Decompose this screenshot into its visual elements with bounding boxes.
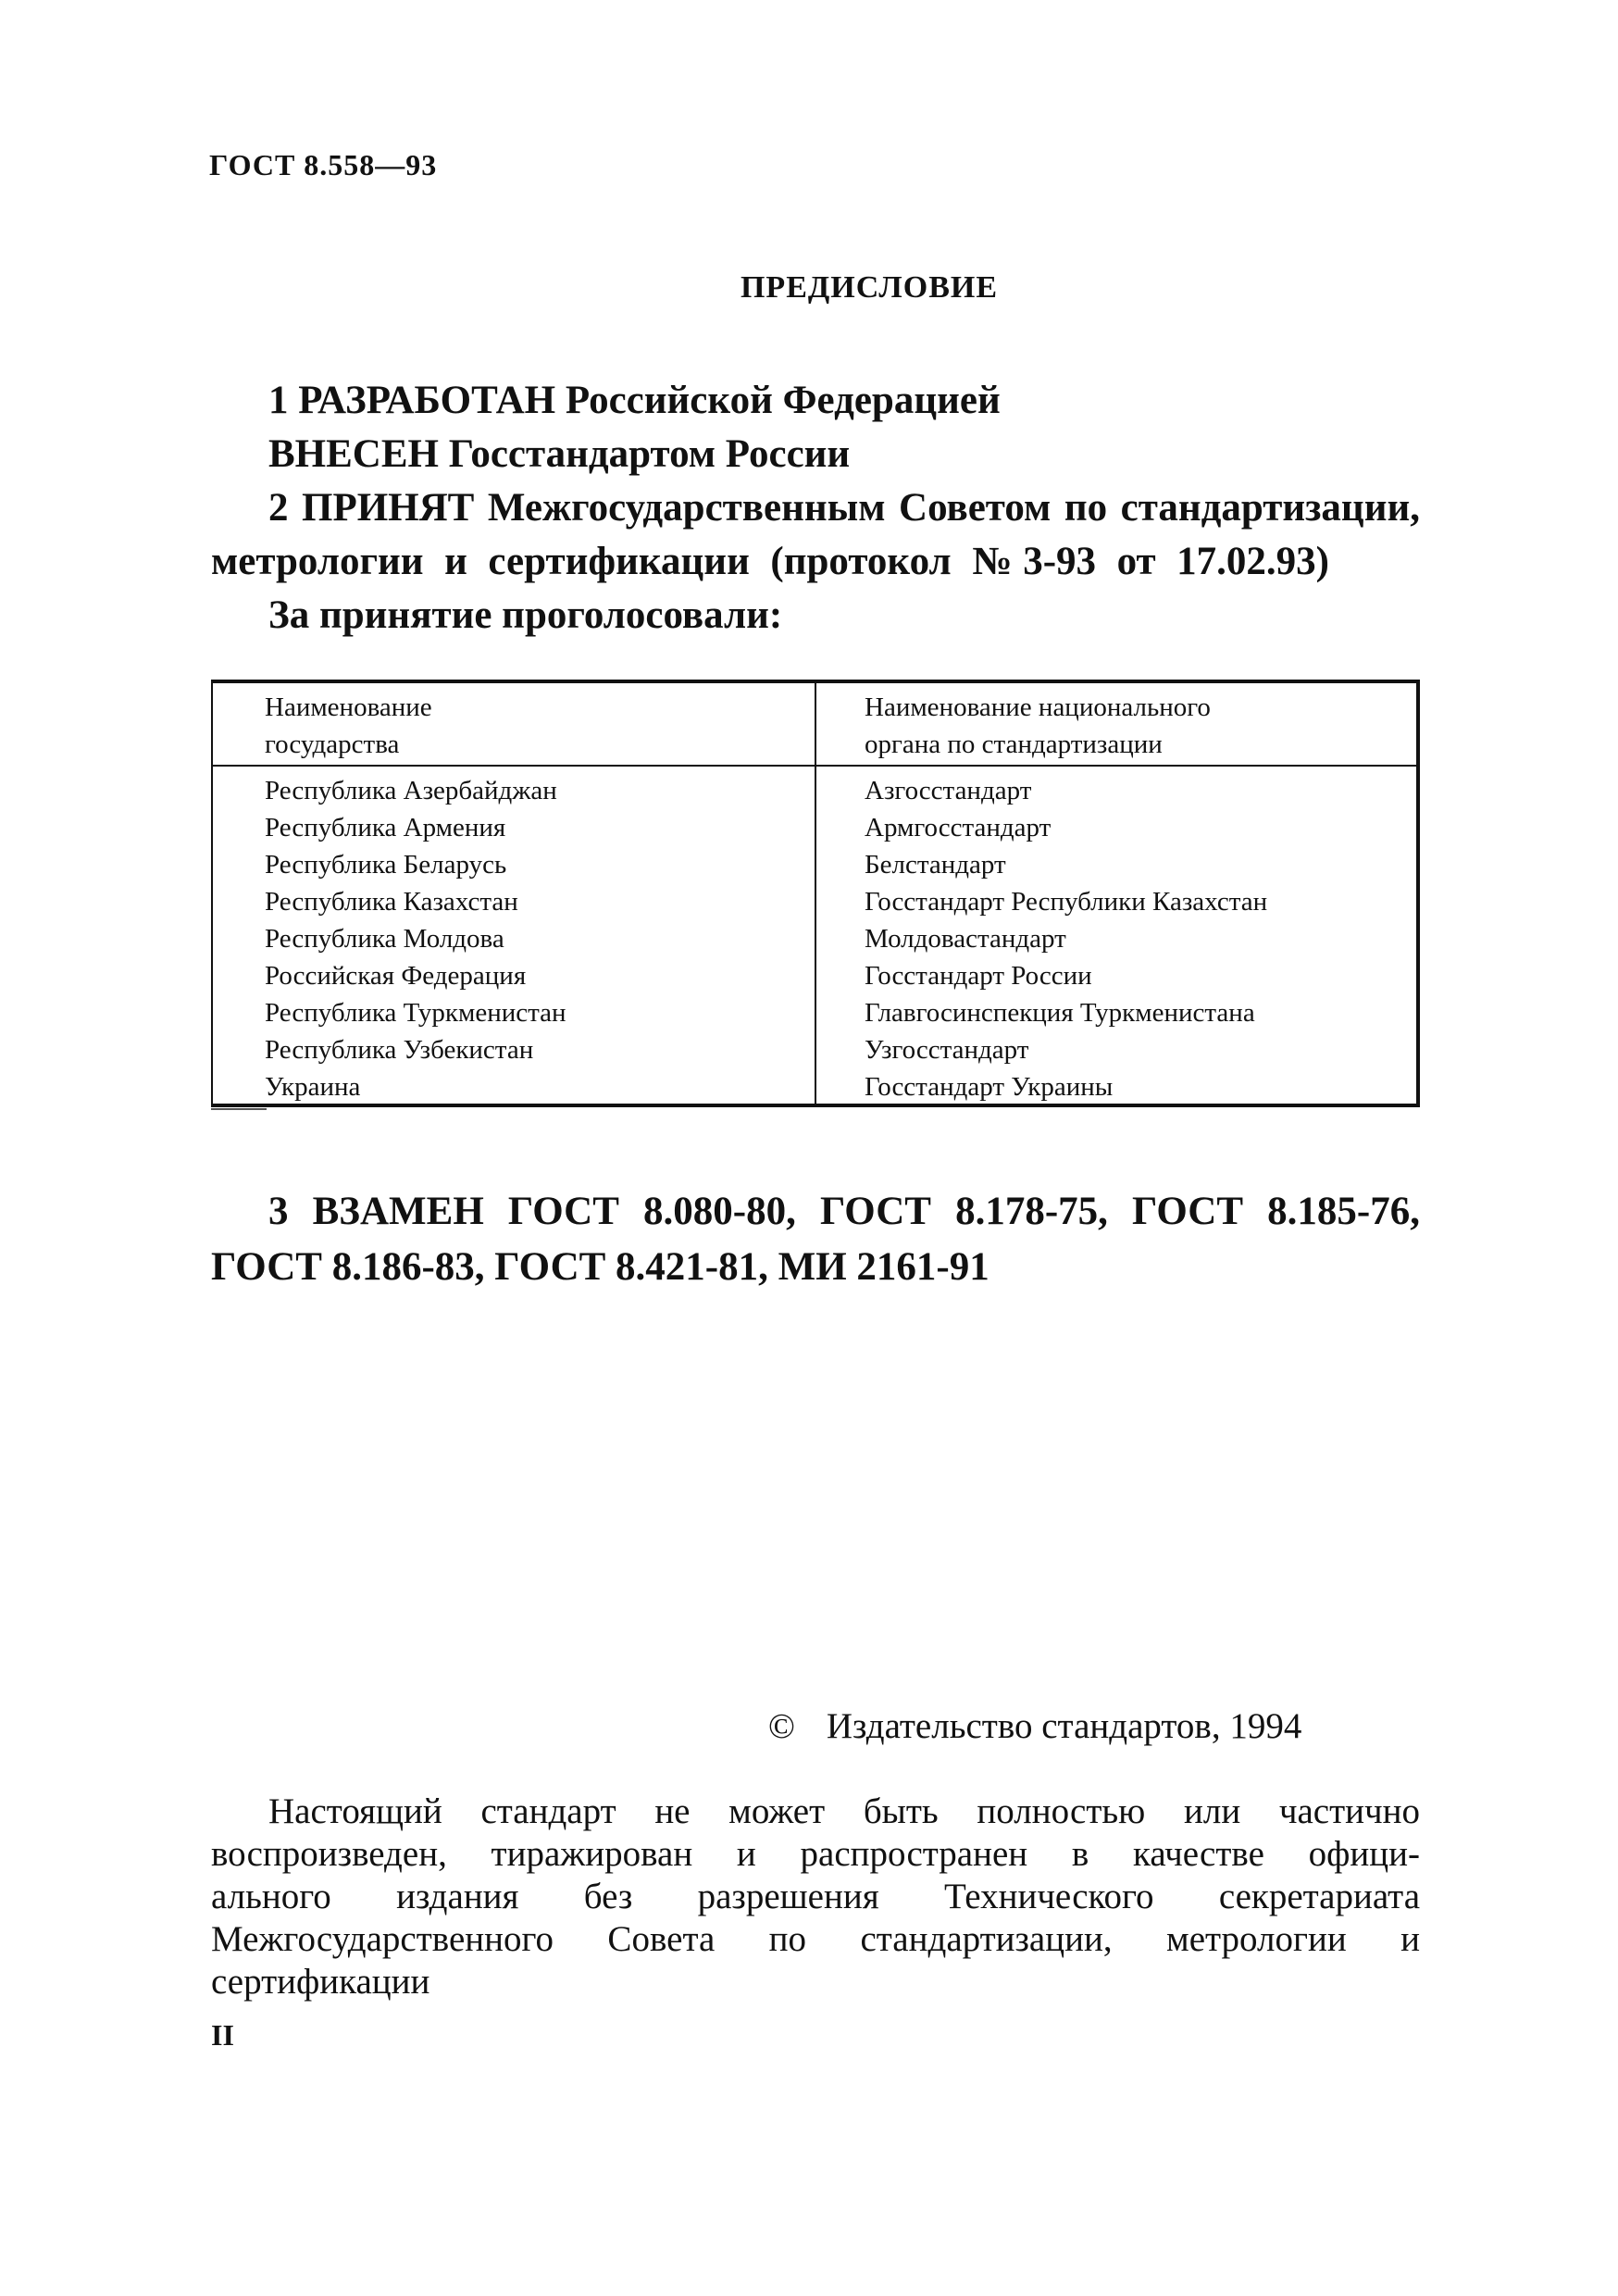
header-state-line1: Наименование [265, 693, 432, 722]
table-column-divider [815, 683, 816, 1104]
replaces-line-1: 3 ВЗАМЕН ГОСТ 8.080-80, ГОСТ 8.178-75, ГОСТ 8.185-76, [268, 1190, 1420, 1233]
reproduction-notice [211, 1791, 1420, 2003]
copyright-text: Издательство стандартов, 1994 [826, 1706, 1302, 1746]
developed-by-line: 1 РАЗРАБОТАН Российской Федерацией [268, 379, 1001, 422]
table-scan-artifact [211, 1108, 267, 1110]
national-body-column [865, 772, 1267, 1105]
notice-line: ального издания без разрешения Технического секретариата [211, 1877, 1420, 1916]
table-cell-body: Белстандарт [865, 850, 1006, 880]
table-cell-state: Украина [265, 1072, 361, 1102]
header-state-line2: государства [265, 730, 400, 759]
copyright-icon: © [768, 1707, 795, 1746]
table-cell-state: Республика Узбекистан [265, 1035, 534, 1065]
table-cell-body: Узгосстандарт [865, 1035, 1029, 1065]
document-code: ГОСТ 8.558—93 [209, 148, 438, 181]
table-cell-body: Азгосстандарт [865, 776, 1032, 805]
notice-line: Настоящий стандарт не может быть полностью или частично [268, 1791, 1420, 1831]
voting-table [211, 680, 1420, 1107]
submitted-by-line: ВНЕСЕН Госстандартом России [268, 432, 851, 476]
table-cell-state: Республика Молдова [265, 924, 504, 954]
header-body-line1: Наименование национального [865, 693, 1211, 722]
table-cell-state: Российская Федерация [265, 961, 527, 991]
header-body-line2: органа по стандартизации [865, 730, 1163, 759]
table-cell-state: Республика Армения [265, 813, 506, 842]
table-cell-body: Молдовастандарт [865, 924, 1066, 954]
table-cell-state: Республика Казахстан [265, 887, 518, 917]
notice-line: Межгосударственного Совета по стандартизации, метрологии и [211, 1919, 1420, 1959]
table-cell-body: Главгосинспекция Туркменистана [865, 998, 1255, 1028]
preface-title: ПРЕДИСЛОВИЕ [740, 270, 999, 305]
table-cell-body: Армгосстандарт [865, 813, 1052, 842]
page-number: II [211, 2018, 234, 2052]
state-column [265, 772, 566, 1105]
adopted-by-line: 2 ПРИНЯТ Межгосударственным Советом по стандартизации, [268, 486, 1420, 530]
table-cell-body: Госстандарт Украины [865, 1072, 1114, 1102]
table-header-national-body [865, 689, 1211, 763]
table-cell-body: Госстандарт Республики Казахстан [865, 887, 1268, 917]
table-cell-state: Республика Азербайджан [265, 776, 557, 805]
table-cell-state: Республика Беларусь [265, 850, 507, 880]
table-cell-state: Республика Туркменистан [265, 998, 566, 1028]
voted-line: За принятие проголосовали: [268, 593, 783, 637]
table-header-state [265, 689, 432, 763]
notice-line: воспроизведен, тиражирован и распространен в качестве офици- [211, 1834, 1420, 1874]
protocol-line: метрологии и сертификации (протокол №3-93 от 17.02.93) [211, 540, 1329, 583]
table-cell-body: Госстандарт России [865, 961, 1092, 991]
table-header-divider [213, 765, 1416, 767]
replaces-line-2: ГОСТ 8.186-83, ГОСТ 8.421-81, МИ 2161-91 [211, 1245, 989, 1289]
copyright [768, 1705, 1301, 1747]
notice-line: сертификации [211, 1962, 430, 2002]
